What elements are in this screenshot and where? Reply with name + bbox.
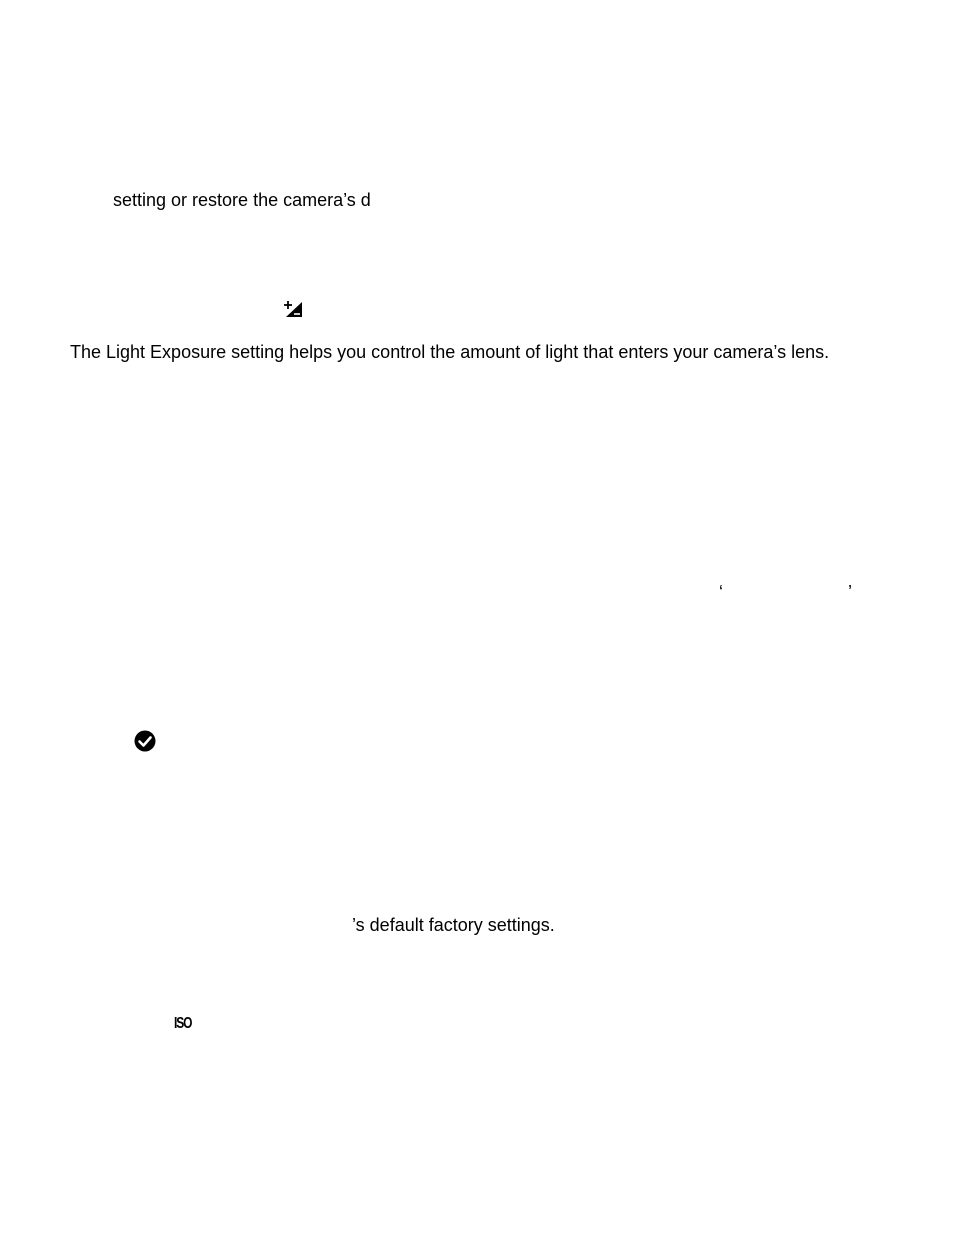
checkmark-circle-icon [134, 730, 156, 752]
close-quote: ’ [848, 582, 852, 602]
light-exposure-description: The Light Exposure setting helps you control the amount of light that enters your camera’s lens. [70, 342, 830, 362]
open-quote: ‘ [719, 582, 723, 602]
restore-settings-text: setting or restore the camera’s d [113, 190, 371, 210]
default-factory-settings-text: ’s default factory settings. [352, 915, 555, 935]
iso-icon: ISO [174, 1015, 192, 1032]
exposure-compensation-icon [282, 299, 304, 319]
